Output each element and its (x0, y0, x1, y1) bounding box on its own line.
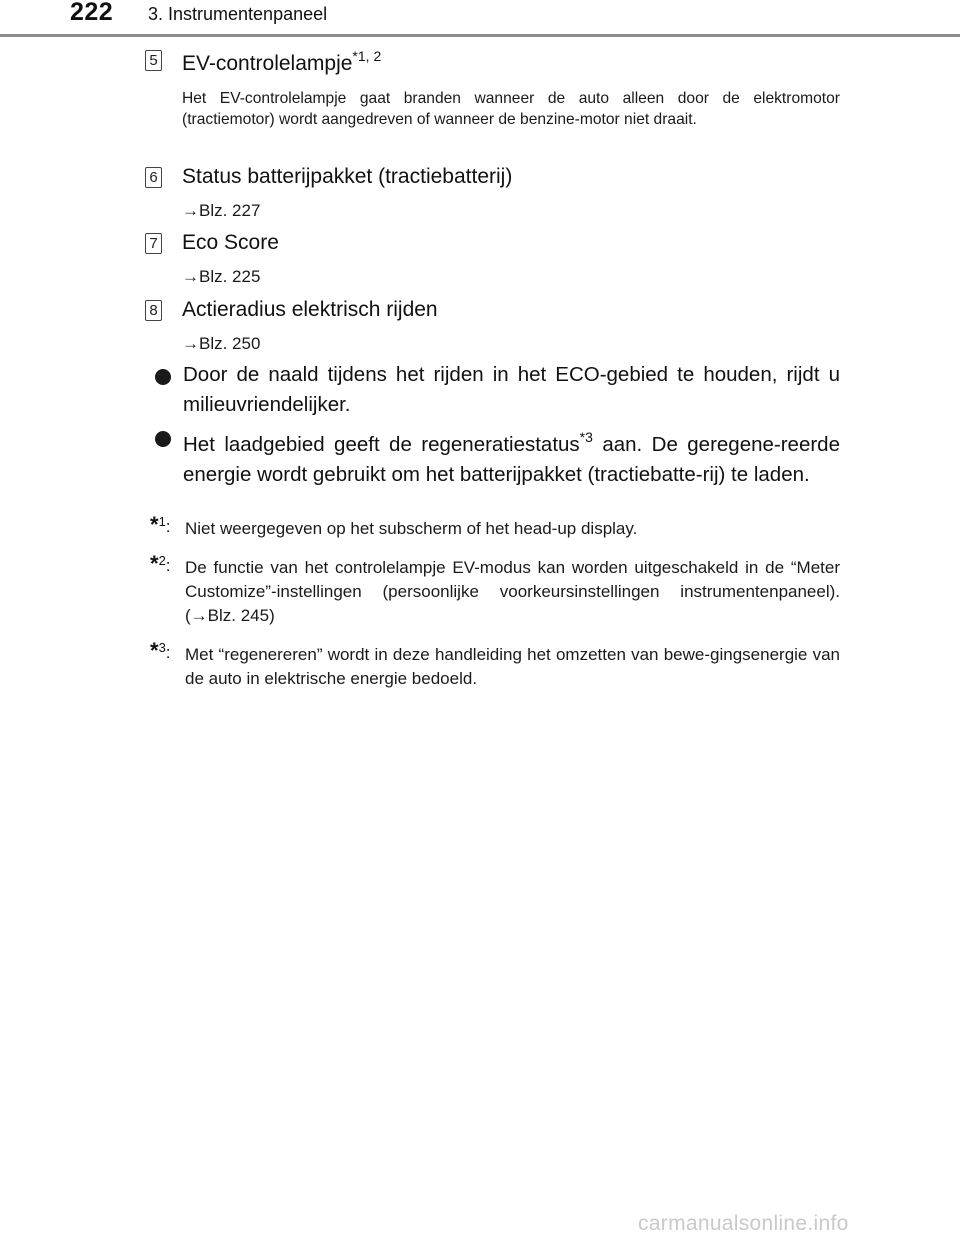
footnote-star: * (150, 512, 159, 537)
item-title: Actieradius elektrisch rijden (182, 298, 438, 321)
footnote-ref-number: 3 (585, 429, 593, 445)
footnote-number: 3 (158, 640, 166, 655)
footnote-marker (150, 551, 171, 577)
bullet-text: Door de naald tijdens het rijden in het ECO-gebied te houden, rijdt u milieuvriendelijker. (183, 363, 840, 416)
bullet-dot-icon (155, 369, 171, 385)
page-reference-link[interactable]: →Blz. 227 (182, 201, 261, 220)
item-5 (145, 48, 840, 158)
item-title: Status batterijpakket (tractiebatterij) (182, 165, 513, 188)
item-6 (145, 165, 840, 225)
footnote-text: De functie van het controlelampje EV-modus kan worden uitgeschakeld in de “Meter Customize”-instellingen (persoonlijke voorkeursinstellingen instrumentenpaneel). (→Blz. 245) (185, 558, 840, 625)
footnote-ref (352, 48, 381, 64)
footnote-ref (580, 429, 593, 445)
watermark: carmanualsonline.info (638, 1212, 849, 1235)
item-7 (145, 231, 840, 291)
footnote-colon: : (165, 556, 171, 575)
footnote-text: Met “regenereren” wordt in deze handleiding het omzetten van bewe-gingsenergie van de auto in elektrische energie bedoeld. (185, 645, 840, 688)
item-number-badge: 8 (145, 300, 162, 321)
footnote-ref-numbers: 1, 2 (357, 48, 382, 64)
chapter-title: 3. Instrumentenpaneel (148, 4, 328, 24)
footnote-1 (150, 512, 840, 545)
footnote-star: * (579, 429, 586, 445)
page-reference-link[interactable]: →Blz. 250 (182, 334, 261, 353)
page-number: 222 (70, 0, 114, 26)
footnote-2 (150, 551, 840, 636)
item-description: Het EV-controlelampje gaat branden wanneer de auto alleen door de elektromotor (tractiemotor) wordt aangedreven of wanneer de benzine-motor niet draait. (182, 90, 840, 128)
item-number-badge: 7 (145, 233, 162, 254)
bullet-text-part: aan. De geregene-reerde energie wordt gebruikt om het batterijpakket (tractiebatte-rij) te laden. (183, 433, 840, 486)
footnote-text: Niet weergegeven op het subscherm of het head-up display. (185, 519, 638, 538)
bullet-item (155, 360, 840, 420)
item-title-text: EV-controlelampje (182, 52, 353, 75)
bullet-dot-icon (155, 431, 171, 447)
footnote-marker (150, 638, 171, 664)
page-reference-link[interactable]: →Blz. 225 (182, 267, 261, 286)
item-8 (145, 298, 840, 358)
item-number-badge: 6 (145, 167, 162, 188)
footnote-colon: : (165, 643, 171, 662)
footnote-star: * (150, 551, 159, 576)
footnote-colon: : (165, 517, 171, 536)
footnote-number: 2 (158, 553, 166, 568)
item-number-badge: 5 (145, 50, 162, 71)
footnote-number: 1 (158, 514, 166, 529)
footnote-marker (150, 512, 171, 538)
bullet-text (183, 422, 840, 490)
footnote-star: * (352, 48, 358, 64)
bullet-item (155, 422, 840, 512)
item-title (182, 48, 381, 76)
footnote-star: * (150, 638, 159, 663)
header-divider (0, 34, 960, 37)
footnote-3 (150, 638, 840, 699)
item-title: Eco Score (182, 231, 279, 254)
bullet-text-part: Het laadgebied geeft de regeneratiestatus (183, 433, 580, 456)
